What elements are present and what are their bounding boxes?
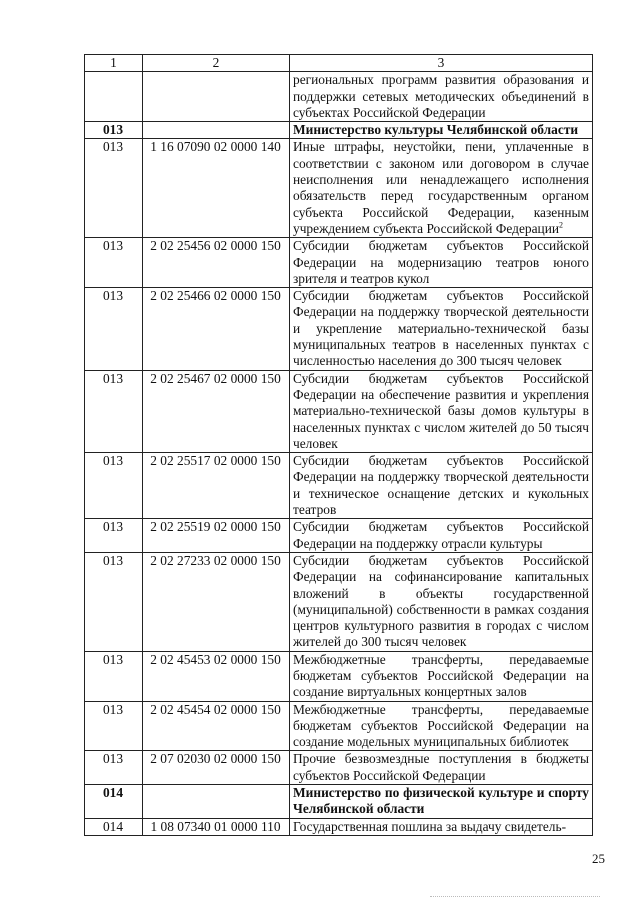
table-header-row <box>85 55 593 72</box>
revenue-name: Прочие безвозмездные поступления в бюджеты субъектов Российской Федерации <box>290 751 593 785</box>
table-row <box>85 701 593 751</box>
revenue-name-text: Иные штрафы, неустойки, пени, уплаченные в соответствии с законом или договором в случае неисполнения или ненадлежащего исполнения обязательств перед государственным органом субъекта Российской Федерации, казенным учреждением субъекта Российской Федерации <box>293 139 589 236</box>
admin-code: 013 <box>85 651 143 701</box>
table-row <box>85 651 593 701</box>
admin-code: 013 <box>85 552 143 651</box>
revenue-name: Субсидии бюджетам субъектов Российской Федерации на поддержку творческой деятельности и укрепление материально-технической базы муниципальных театров в населенных пунктах с численностью населения до 300 тысяч человек <box>290 288 593 370</box>
header-col-1: 1 <box>85 55 143 72</box>
header-col-3: 3 <box>290 55 593 72</box>
revenue-name: Межбюджетные трансферты, передаваемые бюджетам субъектов Российской Федерации на создание виртуальных концертных залов <box>290 651 593 701</box>
admin-code <box>85 72 143 122</box>
table-row <box>85 785 593 819</box>
table-row <box>85 288 593 370</box>
admin-code: 013 <box>85 122 143 139</box>
admin-code: 013 <box>85 370 143 452</box>
admin-code: 013 <box>85 751 143 785</box>
revenue-name: Субсидии бюджетам субъектов Российской Федерации на обеспечение развития и укрепления материально-технической базы домов культуры в населенных пунктах с числом жителей до 50 тысяч человек <box>290 370 593 452</box>
revenue-name: Субсидии бюджетам субъектов Российской Федерации на поддержку творческой деятельности и техническое оснащение детских и кукольных театров <box>290 453 593 519</box>
table-row <box>85 238 593 288</box>
revenue-code: 2 02 45453 02 0000 150 <box>143 651 290 701</box>
revenue-code: 1 08 07340 01 0000 110 <box>143 818 290 835</box>
table-row <box>85 519 593 553</box>
revenue-name <box>290 139 593 238</box>
revenue-name: Субсидии бюджетам субъектов Российской Федерации на поддержку отрасли культуры <box>290 519 593 553</box>
admin-code: 014 <box>85 785 143 819</box>
revenue-code <box>143 122 290 139</box>
footer-rule <box>430 896 600 898</box>
admin-code: 013 <box>85 139 143 238</box>
table-row <box>85 122 593 139</box>
table-row <box>85 751 593 785</box>
table-row <box>85 370 593 452</box>
revenue-code: 2 07 02030 02 0000 150 <box>143 751 290 785</box>
revenue-code: 2 02 25456 02 0000 150 <box>143 238 290 288</box>
table-row <box>85 552 593 651</box>
revenue-code: 2 02 25467 02 0000 150 <box>143 370 290 452</box>
revenue-name: Межбюджетные трансферты, передаваемые бюджетам субъектов Российской Федерации на создание модельных муниципальных библиотек <box>290 701 593 751</box>
footnote-mark: 2 <box>559 220 564 230</box>
revenue-code: 2 02 25519 02 0000 150 <box>143 519 290 553</box>
admin-code: 013 <box>85 288 143 370</box>
revenue-code <box>143 72 290 122</box>
revenue-code: 2 02 25466 02 0000 150 <box>143 288 290 370</box>
table-row <box>85 72 593 122</box>
admin-code: 013 <box>85 453 143 519</box>
ministry-heading: Министерство культуры Челябинской области <box>290 122 593 139</box>
admin-code: 014 <box>85 818 143 835</box>
revenue-name: Субсидии бюджетам субъектов Российской Федерации на софинансирование капитальных вложений в объекты государственной (муниципальной) собственности в рамках создания центров культурного развития в городах с числом жителей до 300 тысяч человек <box>290 552 593 651</box>
revenue-name: региональных программ развития образования и поддержки сетевых методических объединений в субъектах Российской Федерации <box>290 72 593 122</box>
revenue-code <box>143 785 290 819</box>
revenue-codes-table <box>84 54 593 836</box>
admin-code: 013 <box>85 238 143 288</box>
admin-code: 013 <box>85 701 143 751</box>
table-row <box>85 818 593 835</box>
revenue-code: 1 16 07090 02 0000 140 <box>143 139 290 238</box>
revenue-name: Государственная пошлина за выдачу свидетель- <box>290 818 593 835</box>
page-number: 25 <box>592 851 605 866</box>
table-row <box>85 139 593 238</box>
admin-code: 013 <box>85 519 143 553</box>
header-col-2: 2 <box>143 55 290 72</box>
document-page <box>84 54 592 836</box>
ministry-heading: Министерство по физической культуре и спорту Челябинской области <box>290 785 593 819</box>
revenue-code: 2 02 45454 02 0000 150 <box>143 701 290 751</box>
revenue-name: Субсидии бюджетам субъектов Российской Федерации на модернизацию театров юного зрителя и театров кукол <box>290 238 593 288</box>
revenue-code: 2 02 25517 02 0000 150 <box>143 453 290 519</box>
revenue-code: 2 02 27233 02 0000 150 <box>143 552 290 651</box>
table-row <box>85 453 593 519</box>
